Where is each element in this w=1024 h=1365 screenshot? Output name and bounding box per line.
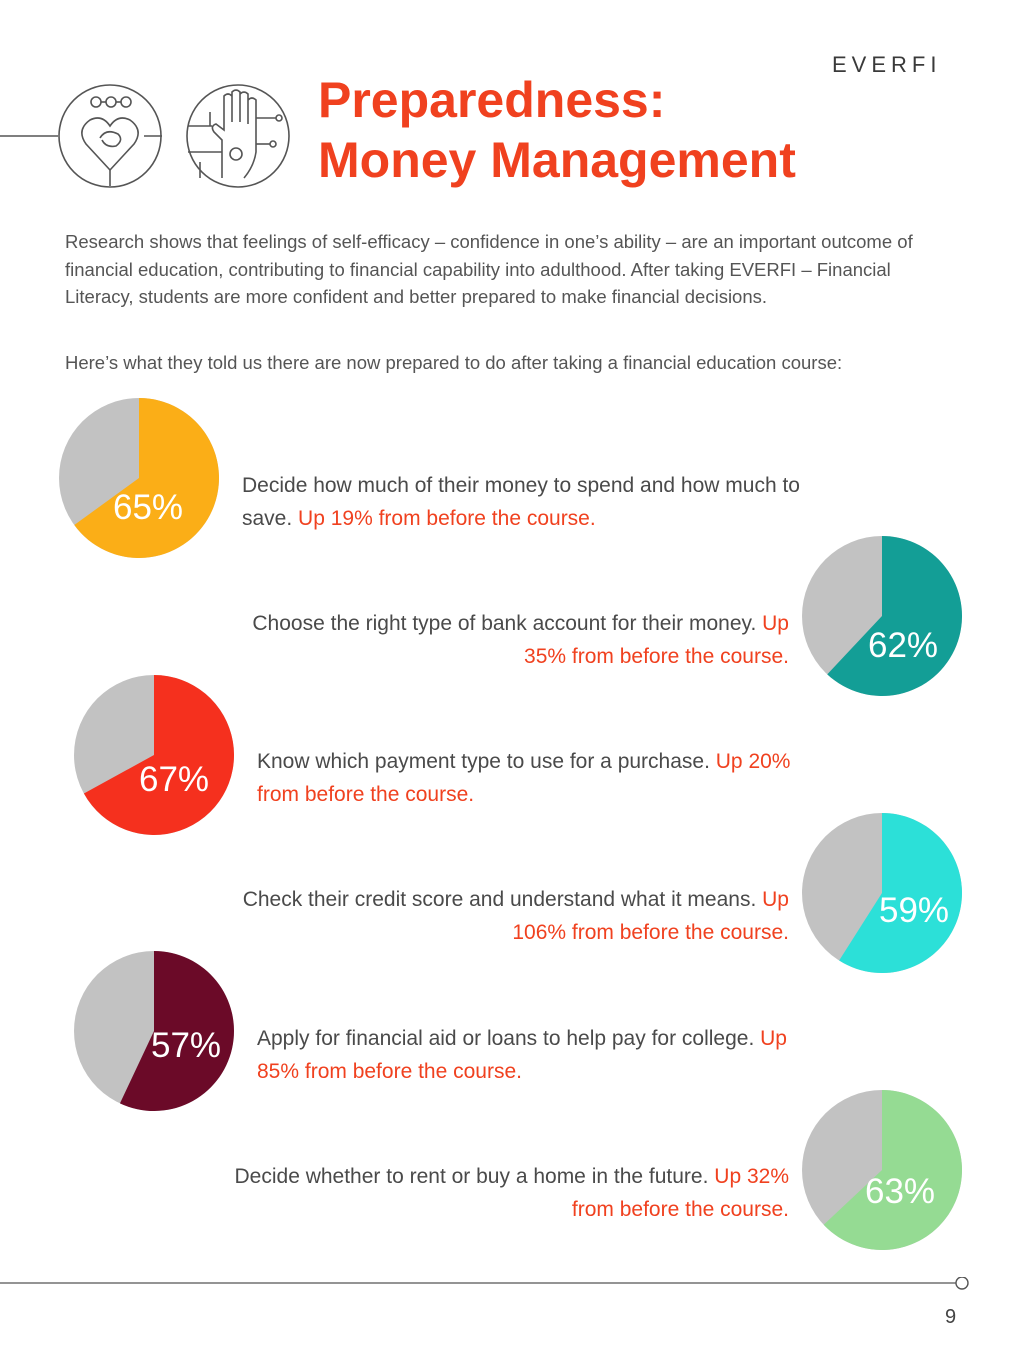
stat-text: Decide how much of their money to spend and how much to save. — [242, 474, 800, 530]
stat-text: Apply for financial aid or loans to help pay for college. — [257, 1027, 755, 1050]
stat-text: Choose the right type of bank account for their money. — [252, 612, 757, 635]
pie-percent-label: 63% — [865, 1172, 936, 1211]
stat-text: Know which payment type to use for a purchase. — [257, 750, 710, 773]
intro-paragraph: Research shows that feelings of self-efficacy – confidence in one’s ability – are an important outcome of financial education, contributing to financial capability into adulthood. After taking EVERFI – Financial Literacy, students are more confident and better prepared to make financial decisions. — [65, 231, 913, 307]
title-line-2: Money Management — [318, 132, 796, 188]
stat-increase: Up 20% from before the course. — [257, 750, 791, 806]
page-number: 9 — [945, 1306, 957, 1328]
pie-percent-label: 62% — [868, 626, 939, 665]
stat-text: Decide whether to rent or buy a home in the future. — [234, 1165, 709, 1188]
hand-circuit-icon — [187, 85, 289, 187]
stat-description — [229, 883, 789, 949]
stat-description — [257, 745, 817, 811]
everfi-logo: EVERFI — [832, 52, 942, 77]
footer-divider — [0, 1277, 1024, 1291]
stat-text: Check their credit score and understand what it means. — [242, 888, 757, 911]
stat-increase: Up 35% from before the course. — [524, 612, 789, 668]
stat-description — [242, 469, 802, 535]
heart-network-icon — [59, 85, 162, 187]
pie-percent-label: 57% — [151, 1026, 222, 1065]
stat-description — [229, 607, 789, 673]
stat-description — [257, 1022, 817, 1088]
pie-chart — [74, 675, 234, 835]
divider-end-circle — [956, 1277, 968, 1289]
stat-description — [229, 1160, 789, 1226]
pie-chart — [802, 1090, 962, 1250]
page-title — [318, 70, 796, 190]
stat-increase: Up 85% from before the course. — [257, 1027, 787, 1083]
pie-percent-label: 59% — [879, 891, 950, 930]
stat-increase: Up 32% from before the course. — [571, 1165, 789, 1221]
pie-percent-label: 67% — [139, 760, 210, 799]
pie-chart — [59, 398, 219, 558]
header-icons — [0, 82, 300, 192]
pie-chart — [802, 536, 962, 696]
title-line-1: Preparedness: — [318, 72, 666, 128]
stat-increase: Up 106% from before the course. — [512, 888, 789, 944]
lead-paragraph: Here’s what they told us there are now prepared to do after taking a financial education course: — [65, 352, 843, 373]
stat-increase: Up 19% from before the course. — [298, 507, 596, 530]
pie-percent-label: 65% — [113, 488, 184, 527]
